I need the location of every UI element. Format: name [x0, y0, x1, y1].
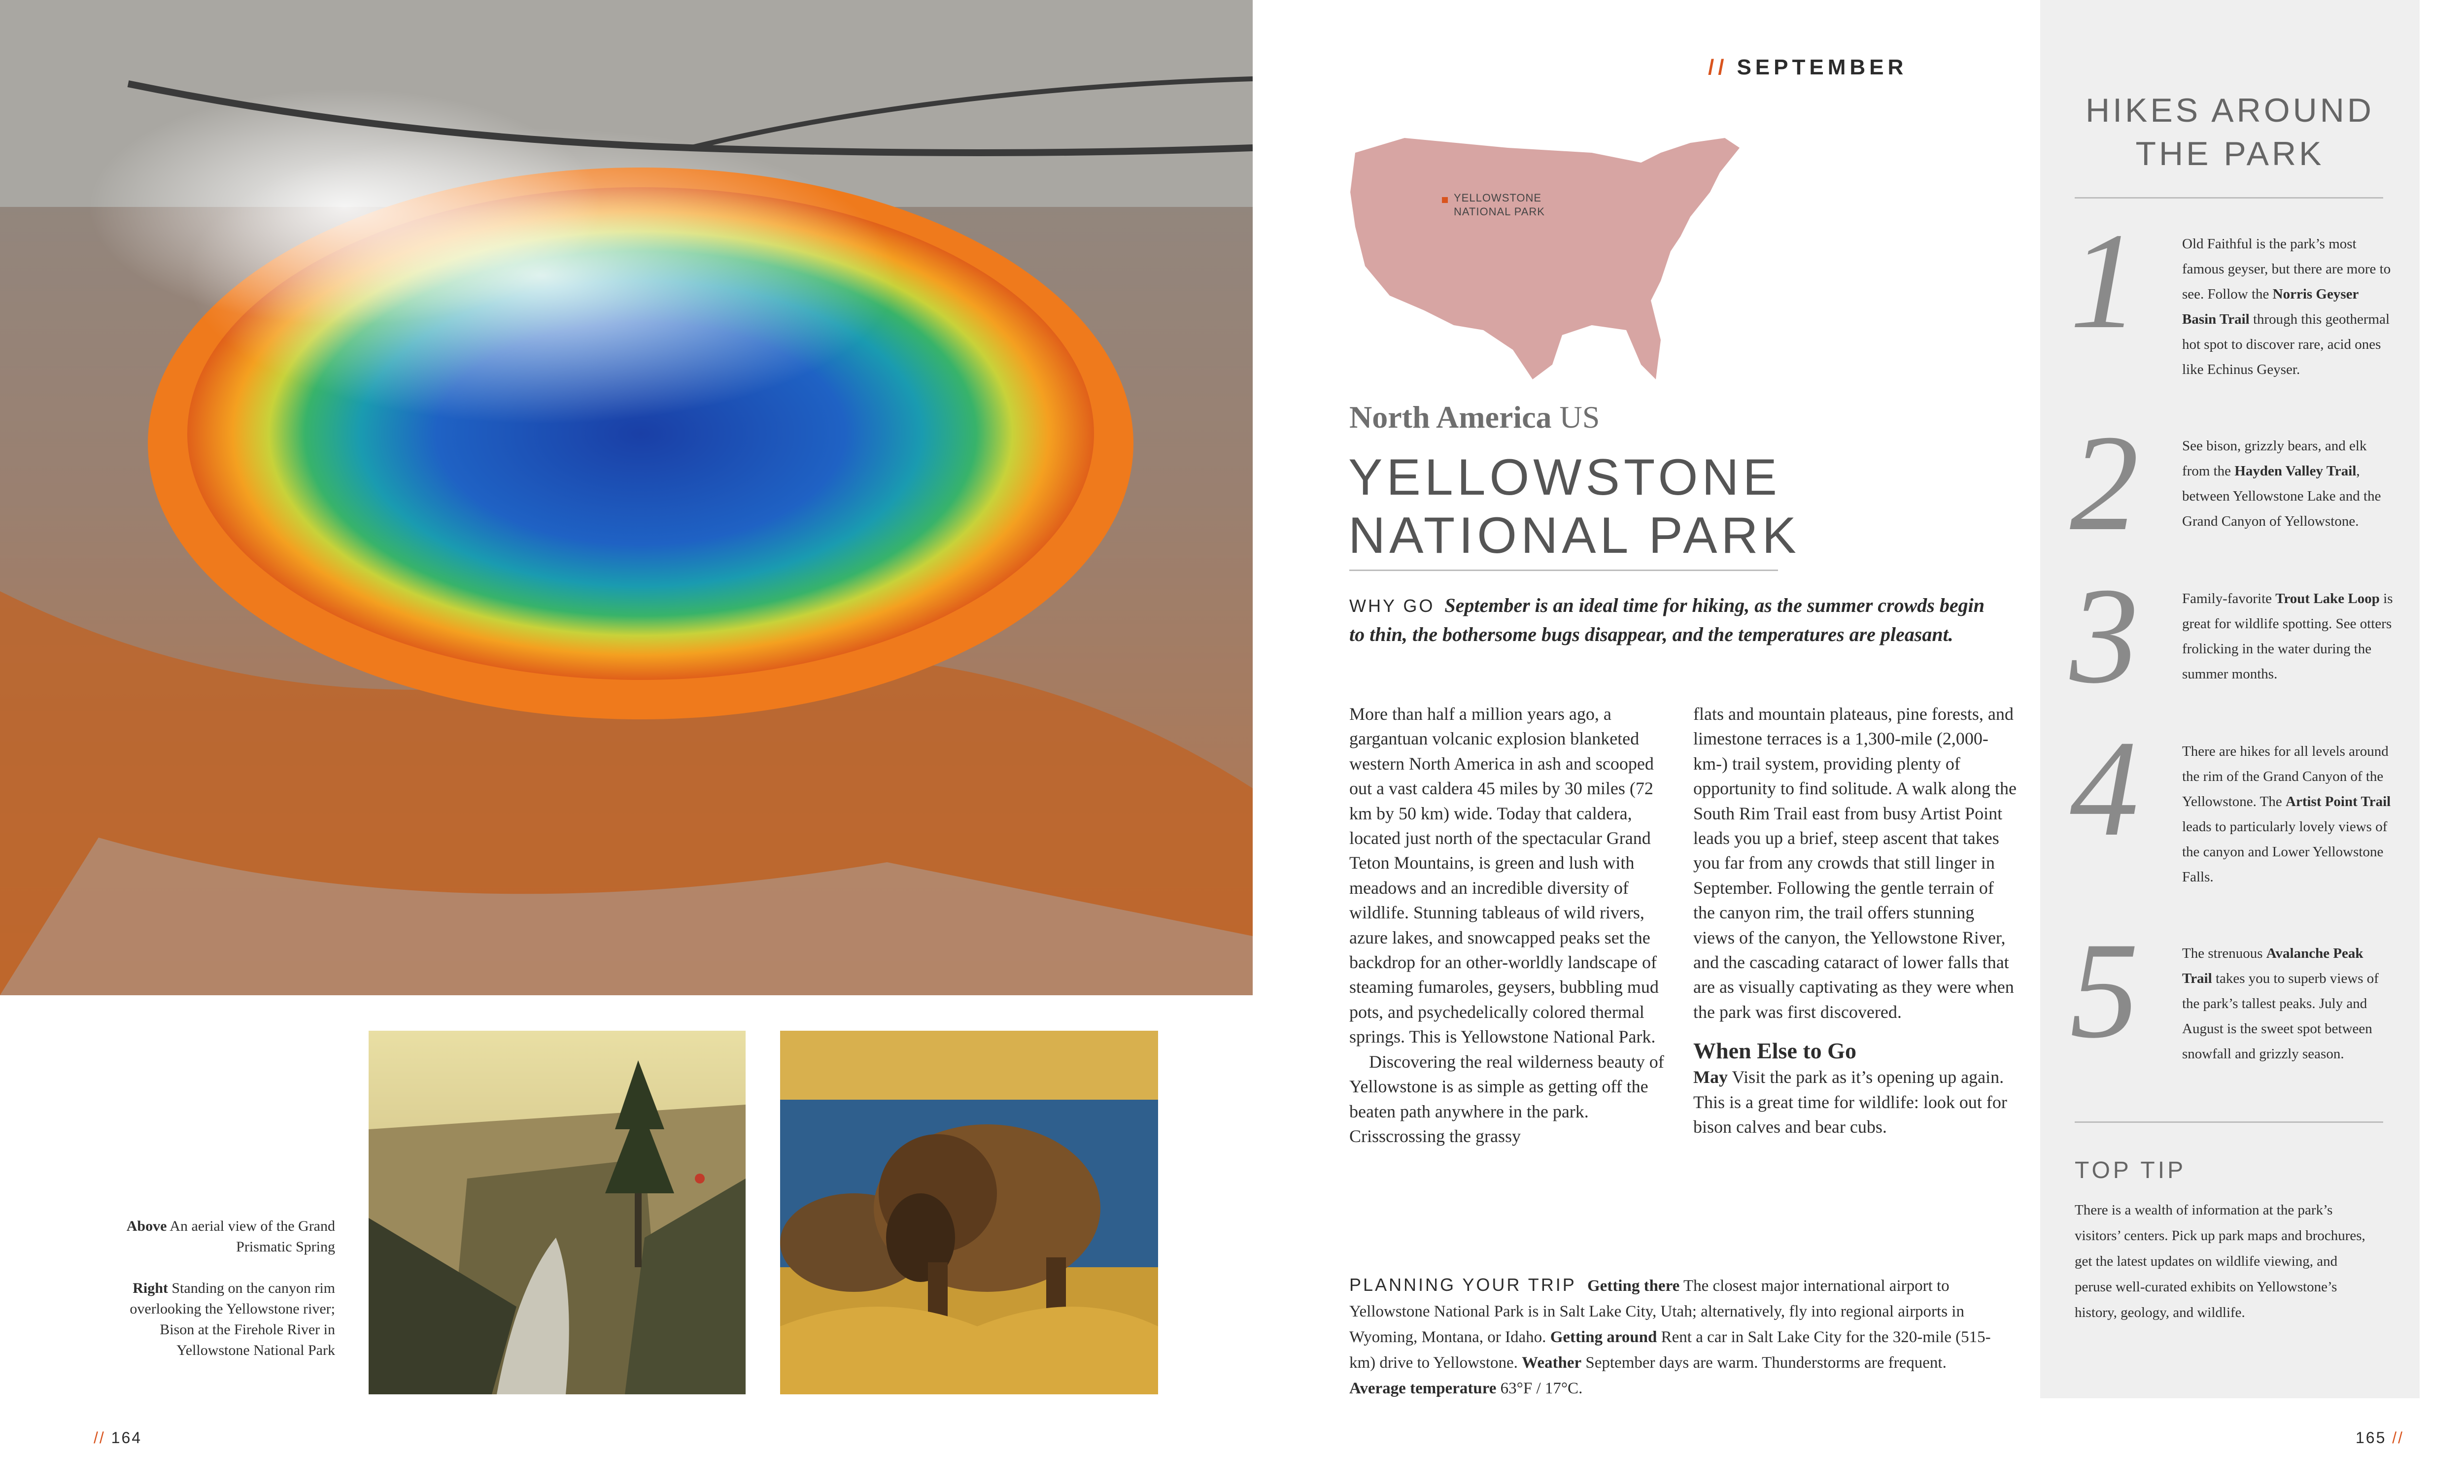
title-line1: YELLOWSTONE	[1348, 449, 1781, 506]
hike-text	[2182, 232, 2394, 382]
hike-trail-name: Avalanche Peak Trail	[2182, 945, 2363, 986]
caption-above	[99, 1216, 335, 1257]
body-paragraph: Discovering the real wilderness beauty of Yellowstone is as simple as getting off the beaten path anywhere in the park. Crisscrossing the grassy	[1349, 1051, 1664, 1146]
hike-trail-name: Hayden Valley Trail	[2234, 463, 2357, 479]
sidebar-title	[2040, 89, 2420, 175]
bison-photo	[780, 1031, 1158, 1394]
map-label-line2: NATIONAL PARK	[1454, 205, 1545, 218]
hike-text-pre: Old Faithful is the park’s most famous geyser, but there are more to see. Follow the	[2182, 236, 2391, 302]
folio-left	[94, 1429, 142, 1447]
body-column-2	[1693, 702, 2019, 1140]
planning-your-trip	[1349, 1272, 2005, 1401]
hike-text	[2182, 586, 2394, 687]
canyon-rim-photo	[369, 1031, 746, 1394]
hike-text	[2182, 434, 2394, 534]
grand-prismatic-spring-photo	[0, 0, 1253, 995]
hike-trail-name: Trout Lake Loop	[2275, 591, 2380, 607]
why-go-text: September is an ideal time for hiking, as the summer crowds begin to thin, the bothersome bugs disappear, and the temperatures are pleasant.	[1349, 594, 1985, 645]
title-divider	[1349, 570, 1778, 571]
us-map-shape	[1350, 138, 1740, 379]
getting-around-text: Rent a car in Salt Lake City for the 320-mile (515-km) drive to Yellowstone.	[1349, 1328, 1991, 1372]
section-slashes: //	[1708, 55, 1728, 79]
title-line2: NATIONAL PARK	[1348, 507, 1800, 564]
hike-text	[2182, 941, 2394, 1067]
planning-label: PLANNING YOUR TRIP	[1349, 1275, 1576, 1295]
map-label	[1454, 191, 1545, 219]
weather-label: Weather	[1522, 1354, 1582, 1372]
folio-right	[2356, 1429, 2404, 1447]
section-month: SEPTEMBER	[1737, 55, 1908, 79]
folio-right-slashes: //	[2392, 1429, 2404, 1447]
why-go	[1349, 591, 1990, 649]
caption-above-label: Above	[126, 1218, 167, 1234]
hike-text-post: leads to particularly lovely views of the canyon and Lower Yellowstone Falls.	[2182, 819, 2388, 885]
when-else-month: May	[1693, 1067, 1728, 1087]
caption-right-text: Standing on the canyon rim overlooking the Yellowstone river; Bison at the Firehole River in Yellowstone National Park	[130, 1280, 335, 1358]
body-column-1	[1349, 702, 1679, 1148]
hike-text-pre: The strenuous	[2182, 945, 2266, 961]
hike-trail-name: Artist Point Trail	[2286, 794, 2391, 809]
region-name: North America	[1349, 400, 1552, 435]
when-else-text	[1693, 1065, 2019, 1139]
us-map	[1345, 133, 1749, 389]
weather-text: September days are warm. Thunderstorms are frequent.	[1585, 1354, 1947, 1372]
page-title	[1348, 448, 1800, 565]
hike-text-pre: See bison, grizzly bears, and elk from the	[2182, 438, 2367, 479]
hike-number: 5	[2070, 913, 2139, 1067]
page-number-left: 164	[111, 1429, 142, 1447]
getting-around-label: Getting around	[1550, 1328, 1657, 1346]
avg-temp-label: Average temperature	[1349, 1380, 1497, 1397]
yellowstone-marker-icon	[1442, 197, 1448, 203]
map-label-line1: YELLOWSTONE	[1454, 192, 1542, 204]
page-number-right: 165	[2356, 1429, 2387, 1447]
body-paragraph: More than half a million years ago, a gargantuan volcanic explosion blanketed western North America in ash and scooped out a vast caldera 45 miles by 30 miles (72 km by 50 km) wide. Today that caldera, located just north of the spectacular Grand Teton Mountains, is green and lush with meadows and an incredible diversity of wildlife. Stunning tableaus of wild rivers, azure lakes, and snowcapped peaks set the backdrop for an other-worldly landscape of steaming fumaroles, geysers, bubbling mud pots, and psychedelically colored thermal springs. This is Yellowstone National Park.	[1349, 704, 1659, 1047]
hike-text-post: is great for wildlife spotting. See otters frolicking in the water during the summer months.	[2182, 591, 2393, 682]
top-tip-text: There is a wealth of information at the park’s visitors’ centers. Pick up park maps and brochures, get the latest updates on wildlife viewing, and peruse well-curated exhibits on Yellowstone’s history, geology, and wildlife.	[2075, 1202, 2365, 1320]
getting-there-text: The closest major international airport to Yellowstone National Park is in Salt Lake City, Utah; alternatively, fly into regional airports in Wyoming, Montana, or Idaho.	[1349, 1277, 1964, 1346]
sidebar-title-line2: THE PARK	[2135, 135, 2325, 172]
body-paragraph: flats and mountain plateaus, pine forests, and limestone terraces is a 1,300-mile (2,000-km-) trail system, providing plenty of opportunity to find solitude. A walk along the South Rim Trail east from busy Artist Point leads you up a brief, steep ascent that takes you far from any crowds that still linger in September. Following the gentle terrain of the canyon rim, the trail offers stunning views of the canyon, the Yellowstone River, and the cascading cataract of lower falls that are as visually captivating as they were when the park was first discovered.	[1693, 704, 2017, 1022]
hike-number: 4	[2070, 711, 2139, 865]
hike-number: 3	[2070, 559, 2139, 712]
country-name: US	[1559, 400, 1600, 435]
caption-right-label: Right	[133, 1280, 168, 1296]
why-go-label: WHY GO	[1349, 596, 1435, 616]
when-else-heading: When Else to Go	[1693, 1038, 1856, 1064]
hike-text-post: , between Yellowstone Lake and the Grand Canyon of Yellowstone.	[2182, 463, 2381, 529]
folio-left-slashes: //	[94, 1429, 105, 1447]
hike-number: 2	[2070, 406, 2139, 559]
hike-text	[2182, 739, 2394, 890]
sidebar-divider	[2075, 1121, 2383, 1123]
when-else-body: Visit the park as it’s opening up again. This is a great time for wildlife: look out for bison calves and bear cubs.	[1693, 1067, 2007, 1137]
hike-text-pre: Family-favorite	[2182, 591, 2276, 607]
caption-right	[99, 1278, 335, 1361]
hike-trail-name: Norris Geyser Basin Trail	[2182, 286, 2359, 327]
hike-number: 1	[2070, 204, 2139, 357]
hike-text-post: takes you to superb views of the park’s tallest peaks. July and August is the sweet spot between snowfall and grizzly season.	[2182, 971, 2379, 1062]
hike-text-pre: There are hikes for all levels around the rim of the Grand Canyon of the Yellowstone. The	[2182, 743, 2389, 809]
region-heading	[1349, 399, 1600, 436]
sidebar-divider	[2075, 197, 2383, 199]
photo-captions	[99, 1216, 335, 1382]
getting-there-label: Getting there	[1587, 1277, 1680, 1295]
section-label	[1708, 55, 1907, 80]
sidebar-title-line1: HIKES AROUND	[2086, 92, 2374, 129]
avg-temp-text: 63°F / 17°C.	[1500, 1380, 1583, 1397]
top-tip-heading: TOP TIP	[2075, 1157, 2187, 1183]
caption-above-text: An aerial view of the Grand Prismatic Spring	[170, 1218, 335, 1255]
hike-text-post: through this geothermal hot spot to discover rare, acid ones like Echinus Geyser.	[2182, 311, 2390, 377]
